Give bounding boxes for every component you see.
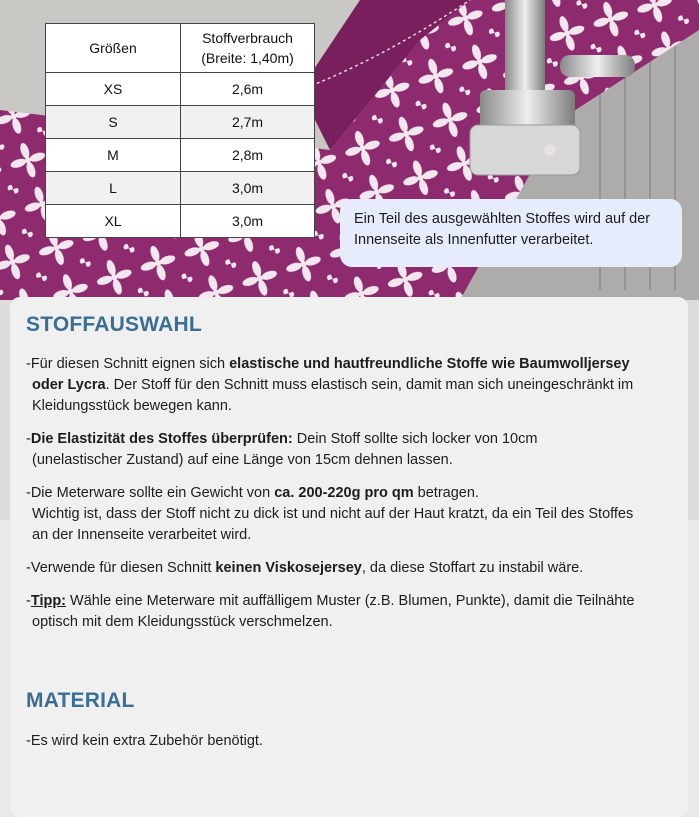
- p3-line3: an der Innenseite verarbeitet wird.: [32, 527, 252, 543]
- caption-line2: Innenseite als Innenfutter verarbeitet.: [354, 232, 594, 248]
- material-heading: MATERIAL: [26, 689, 135, 712]
- size-cell: XL: [46, 205, 181, 238]
- usage-header-line1: Stoffverbrauch: [202, 30, 293, 46]
- size-table-header: [46, 24, 315, 73]
- caption-line1: Ein Teil des ausgewählten Stoffes wird auf der: [354, 211, 651, 227]
- p1-post: . Der Stoff für den Schnitt muss elastisch sein, damit man sich uneingeschränkt im: [105, 377, 634, 393]
- p2-pre: -: [26, 431, 31, 447]
- paragraph-fabric-type: [26, 354, 672, 417]
- p3-bold: ca. 200-220g pro qm: [274, 485, 414, 501]
- p3-post: betragen.: [413, 485, 479, 501]
- p4-pre: -Verwende für diesen Schnitt: [26, 560, 216, 576]
- p5-post: Wähle eine Meterware mit auffälligem Muster (z.B. Blumen, Punkte), damit die Teilnähte: [66, 593, 635, 609]
- table-row: [46, 139, 315, 172]
- p2-post: Dein Stoff sollte sich locker von 10cm: [292, 431, 538, 447]
- table-row: [46, 106, 315, 139]
- paragraph-viscose: [26, 558, 672, 579]
- usage-cell: 2,8m: [181, 139, 315, 172]
- p5-bold: Tipp:: [30, 593, 67, 609]
- size-cell: M: [46, 139, 181, 172]
- p2-line2: (unelastischer Zustand) auf eine Länge von 15cm dehnen lassen.: [32, 452, 453, 468]
- size-column-header: Größen: [46, 24, 181, 73]
- usage-cell: 2,7m: [181, 106, 315, 139]
- paragraph-weight: [26, 483, 672, 546]
- p1-line3: Kleidungsstück bewegen kann.: [32, 398, 232, 414]
- content-card: [10, 297, 688, 817]
- paragraph-material: -Es wird kein extra Zubehör benötigt.: [26, 733, 263, 749]
- table-row: [46, 73, 315, 106]
- size-cell: L: [46, 172, 181, 205]
- p3-line2: Wichtig ist, dass der Stoff nicht zu dick ist und nicht auf der Haut kratzt, da ein Teil des Stoffes: [32, 506, 634, 522]
- p4-bold: keinen Viskosejersey: [215, 560, 362, 576]
- table-row: [46, 172, 315, 205]
- usage-cell: 2,6m: [181, 73, 315, 106]
- p5-pre: -: [26, 593, 31, 609]
- p1-bold1: elastische und hautfreundliche Stoffe wie Baumwolljersey: [229, 356, 630, 372]
- p1-pre: -Für diesen Schnitt eignen sich: [26, 356, 230, 372]
- table-row: [46, 205, 315, 238]
- stoffauswahl-heading: STOFFAUSWAHL: [26, 313, 202, 336]
- paragraph-tip: [26, 591, 672, 633]
- usage-header-line2: (Breite: 1,40m): [201, 50, 294, 66]
- paragraph-elasticity: [26, 429, 672, 471]
- p1-bold2: oder Lycra: [32, 377, 106, 393]
- p3-pre: -Die Meterware sollte ein Gewicht von: [26, 485, 275, 501]
- size-cell: S: [46, 106, 181, 139]
- size-table: [45, 23, 315, 238]
- p4-post: , da diese Stoffart zu instabil wäre.: [361, 560, 584, 576]
- photo-caption: [340, 199, 682, 267]
- size-cell: XS: [46, 73, 181, 106]
- usage-cell: 3,0m: [181, 172, 315, 205]
- usage-cell: 3,0m: [181, 205, 315, 238]
- usage-column-header: [181, 24, 315, 73]
- p5-line2: optisch mit dem Kleidungsstück verschmelzen.: [32, 614, 333, 630]
- p2-bold: Die Elastizität des Stoffes überprüfen:: [30, 431, 293, 447]
